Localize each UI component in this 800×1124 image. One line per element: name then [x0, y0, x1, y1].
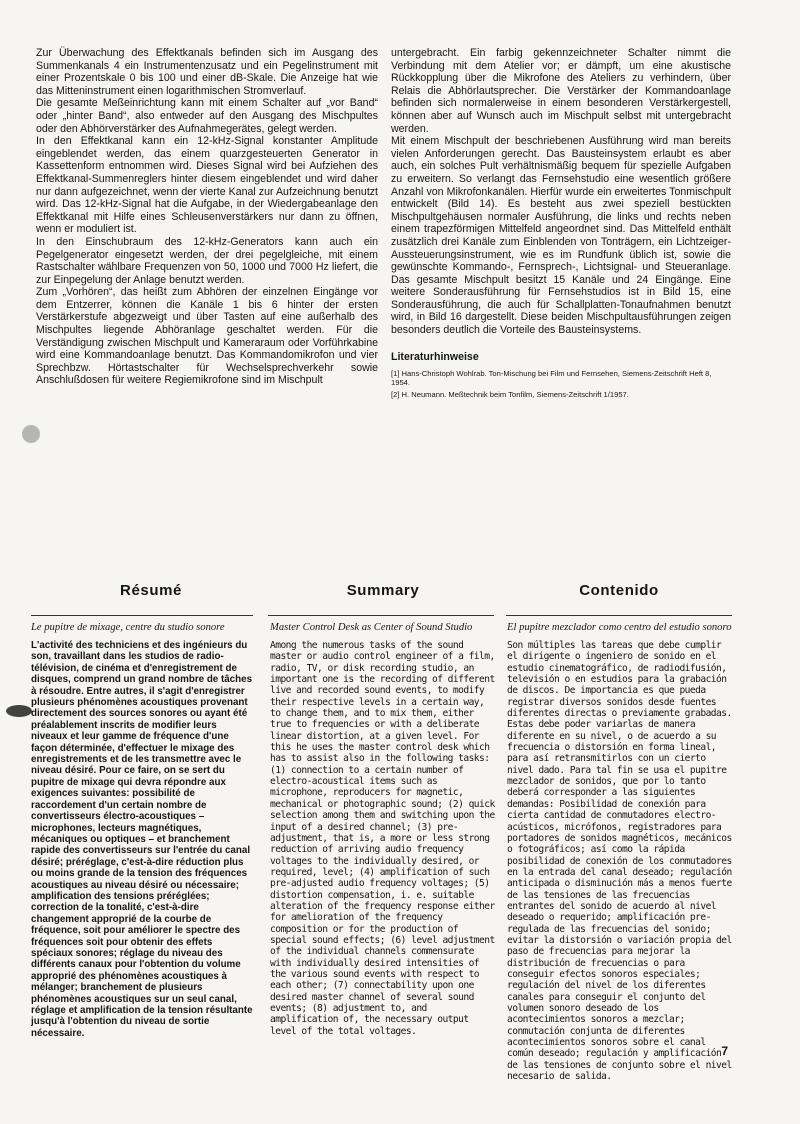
page-number: 7	[721, 1044, 728, 1058]
english-summary-column	[270, 622, 496, 1037]
french-summary-column	[31, 622, 255, 1039]
spanish-text: Son múltiples las tareas que debe cumplir el dirigente o ingeniero de sonido en el estudio cinematográfico, de radiodifusión, televisión o en estudios para la grabación de discos. De importancia es que pueda registrar diversos sonidos desde fuentes diferentes directas o previamente grabadas. Estas debe poder variarlas de manera diferente en su nivel, o de acuerdo a su frecuencia o distorsión en forma lineal, para así retransmitirlos con un cierto nivel dado. Para tal fin se usa el pupitre mezclador de sonidos, que por lo tanto deberá corresponder a las siguientes demandas: Posibilidad de conexión para cierta cantidad de conmutadores electro-acústicos, micrófonos, registradores para portadores de sonidos magnéticos, mecánicos o fotográficos; así como la rápida posibilidad de conexión de los conmutadores en la entrada del canal deseado; regulación anticipada o disminución más a menos fuerte de las tensiones de las frecuencias entrantes del sonido de acuerdo al nivel deseado o requerido; amplificación pre-regulada de las frecuencias del sonido; evitar la distorsión o variación propia del paso de frecuencias para mejorar la distribución de frecuencias o para conseguir efectos sonoros especiales; regulación del nivel de los diferentes canales para conseguir el conjunto del volumen sonoro deseado de los acontecimientos sonoros a mezclar; conmutación conjunta de diferentes acontecimientos sonoros sobre el canal común deseado; regulación y amplificación de las tensiones de conjunto sobre el nivel necesario de salida.	[507, 640, 732, 1083]
french-text: L'activité des techniciens et des ingénieurs du son, travaillant dans les studios de radio-télévision, de cinéma et d'enregistrement de disques, comprend un grand nombre de tâches à résoudre. Entre autres, il s'agit d'enregistrer plusieurs phénomènes acoustiques provenant directement des sources sonores ou ayant été préalablement inscrits de modifier leurs niveaux et leur gamme de fréquence d'une façon déterminée, d'effectuer le mixage des enregistrements et de les transmettre avec le niveau désiré. Pour ce faire, on se sert du pupitre de mixage qui devra répondre aux exigences suivantes: possibilité de raccordement d'un certain nombre de convertisseurs électro-acoustiques – microphones, lecteurs magnétiques, mécaniques ou optiques – et branchement rapide des convertisseurs sur l'entrée du canal désiré; préréglage, c'est-à-dire réduction plus ou moins grande de la tension des fréquences acoustiques au niveau désiré ou nécessaire; amplification des tensions préréglées; correction de la tonalité, c'est-à-dire changement approprié de la courbe de fréquence, soit pour améliorer le spectre des fréquences soit pour obtenir des effets spéciaux sonores; réglage du niveau des différents canaux pour l'obtention du volume approprié des phénomènes acoustiques à mélanger; branchement de plusieurs phénomènes acoustiques sur un seul canal, réglage et amplification de la tension résultante jusqu'à l'obtention du niveau de sortie nécessaire.	[31, 640, 253, 1039]
german-right-column	[391, 47, 731, 401]
divider	[268, 615, 494, 616]
paragraph: In den Effektkanal kann ein 12-kHz-Signal konstanter Amplitude eingeblendet werden, das einem quarzgesteuerten Generator in Kassettenform entnommen wird. Dieses Signal wird bei Aufziehen des Effektkanal-Summenreglers hinter diesem eingeblendet und wird daher nur dann aufgezeichnet, wenn der vierte Kanal zur Aufzeichnung benutzt wird. Das 12-kHz-Signal hat die Aufgabe, in der Wiedergabeanlage den Effektkanal mit Hilfe eines Schleusenverstärkers nur dann zu öffnen, wenn er moduliert ist.	[36, 135, 378, 236]
divider	[506, 615, 732, 616]
french-subtitle: Le pupitre de mixage, centre du studio sonore	[31, 622, 225, 633]
paragraph: Zur Überwachung des Effektkanals befinden sich im Ausgang des Summenkanals 4 ein Instrumentenzusatz und ein Pegelinstrument mit einer Prozentskale 0 bis 100 und einer dB-Skale. Die Anzeige hat wie das Mitteninstrument einen logarithmischen Stromverlauf.	[36, 47, 378, 97]
reference-item: [1] Hans-Christoph Wohlrab. Ton-Mischung bei Film und Fernsehen, Siemens-Zeitschrift Heft 8, 1954.	[391, 368, 712, 388]
scan-smudge-mark	[22, 425, 40, 443]
reference-item: [2] H. Neumann. Meßtechnik beim Tonfilm, Siemens-Zeitschrift 1/1957.	[391, 389, 629, 399]
paragraph: Zum „Vorhören“, das heißt zum Abhören der einzelnen Eingänge vor dem Entzerrer, können die Kanäle 1 bis 6 hinter der ersten Verstärkerstufe abgezweigt und über Tasten auf eine außerhalb des Mischpultes liegende Abhöranlage geschaltet werden. Für die Verständigung zwischen Mischpult und Kameraraum oder Vorführkabine wird eine Kommandoanlage benutzt. Das Kommandomikrofon und vier Sprechbzw. Hörtastschalter für Wechselsprechverkehr sowie Anschlußdosen für weitere Regiemikrofone sind im Mischpult	[36, 286, 378, 387]
english-subtitle: Master Control Desk as Center of Sound Studio	[270, 622, 473, 633]
scan-smudge-mark	[6, 705, 32, 717]
spanish-heading: Contenido	[579, 582, 659, 599]
german-left-column	[36, 47, 378, 387]
english-heading: Summary	[346, 582, 420, 599]
paragraph: Die gesamte Meßeinrichtung kann mit einem Schalter auf „vor Band“ oder „hinter Band“, also entweder auf den Ausgang des Mischpultes oder den Abhörverstärker des Aufnahmegerätes, gelegt werden.	[36, 97, 378, 135]
paragraph: untergebracht. Ein farbig gekennzeichneter Schalter nimmt die Verbindung mit dem Atelier vor; er dämpft, um eine akustische Rückkopplung über die Mikrofone des Ateliers zu verhindern, über Relais die Abhörlautsprecher. Die Verstärker der Kommandoanlage befinden sich normalerweise in einem besonderen Verstärkergestell, können aber auf Wunsch auch im Mischpult selbst mit untergebracht werden.	[391, 47, 731, 135]
literature-heading: Literaturhinweise	[391, 350, 479, 363]
spanish-subtitle: El pupitre mezclador como centro del estudio sonoro	[507, 622, 732, 633]
french-heading: Résumé	[120, 582, 182, 599]
divider	[31, 615, 253, 616]
paragraph: In den Einschubraum des 12-kHz-Generators kann auch ein Pegelgenerator eingesetzt werden, der drei pegelgleiche, mit einem Rastschalter wählbare Frequenzen von 50, 1000 und 7000 Hz liefert, die zur Einpegelung der Anlage benutzt werden.	[36, 235, 378, 286]
spanish-summary-column	[507, 622, 733, 1082]
paragraph: Mit einem Mischpult der beschriebenen Ausführung wird man bereits vielen Anforderungen gerecht. Das Bausteinsystem erlaubt es aber auch, ein solches Pult verhältnismäßig bequem für spezielle Aufgaben zu erweitern. So verlangt das Fernsehstudio eine wesentlich größere Anzahl von Mikrofonkanälen. Hierfür wurde ein erweitertes Tonmischpult entwickelt (Bild 14). Es besteht aus zwei speziell bestückten Mischpultgehäusen normaler Ausführung, die links und rechts neben einem trapezförmigen Mittelfeld angeordnet sind. Das Mittelfeld enthält zusätzlich drei Kanäle zum Einblenden von Tonträgern, ein Lichtzeiger-Aussteuerungsinstrument, wie es im Rundfunk üblich ist, sowie die gewünschte Kommando-, Fernsprech-, Lichtsignal- und Steueranlage. Das gesamte Mischpult besitzt 15 Kanäle und 24 Eingänge. Eine weitere Sonderausführung für Fernsehstudios ist in Bild 15, eine Sonderausführung, die auch für Schallplatten-Tonaufnahmen benutzt wird, in Bild 16 dargestellt. Diese beiden Mischpultausführungen zeigen besonders deutlich die Vorteile des Bausteinsystems.	[391, 135, 731, 337]
english-text: Among the numerous tasks of the sound master or audio control engineer of a film, radio, TV, or disk recording studio, an important one is the recording of different live and recorded sound events, to modify their respective levels in a certain way, to change them, and to mix them, either true to frequencies or with a deliberate linear distortion, at a given level. For this he uses the master control desk which has to assist also in the following tasks: (1) connection to a certain number of electro-acoustical items such as microphone, reproducers for magnetic, mechanical or photographic sound; (2) quick selection among them and switching upon the input of a desired channel; (3) pre-adjustment, that is, a more or less strong reduction of arriving audio frequency voltages to the individually desired, or required, level; (4) amplification of such pre-adjusted audio frequency voltages; (5) distortion compensation, i. e. suitable alteration of the frequency response either for amelioration of the frequency composition or for the production of special sound effects; (6) level adjustment of the individual channels commensurate with individually desired intensities of the various sound events with respect to each other; (7) connectability upon one desired master channel of several sound events; (8) adjustment to, and amplification of, the necessary output level of the total voltages.	[270, 640, 495, 1037]
